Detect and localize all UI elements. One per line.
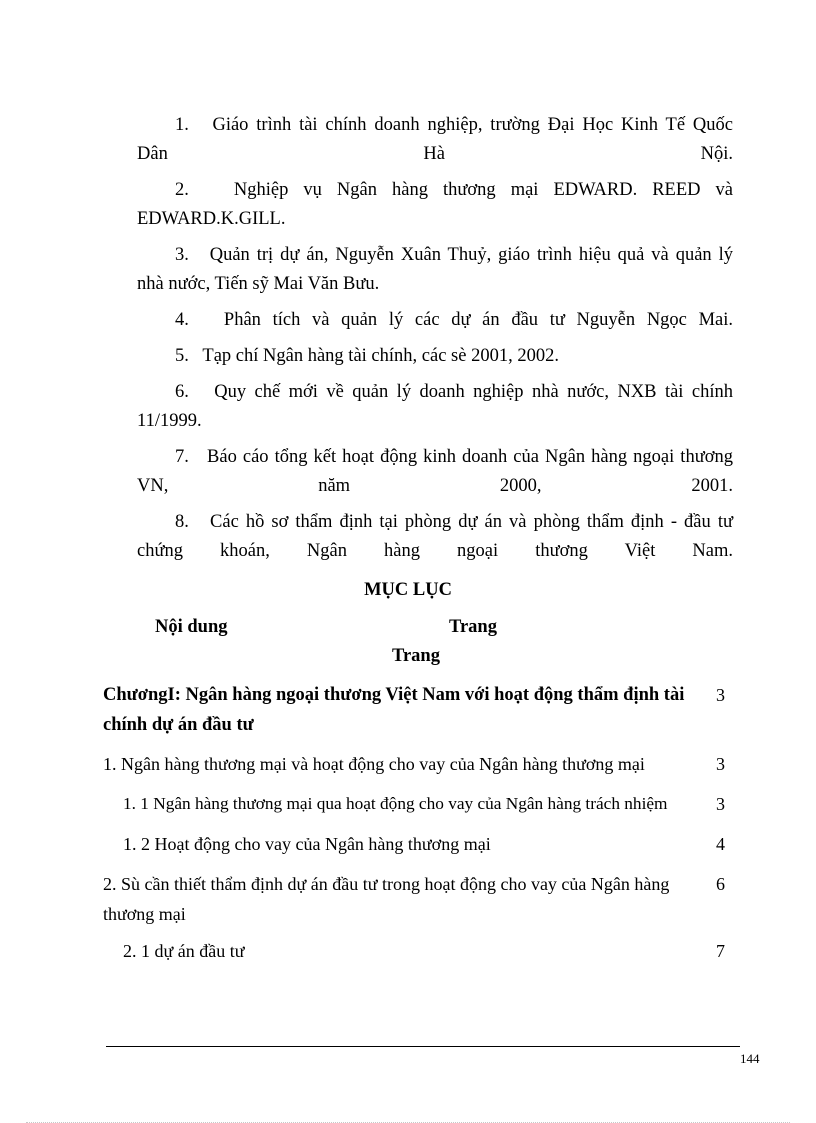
toc-entry-title: 2. Sù cần thiết thẩm định dự án đầu tư trong hoạt động cho vay của Ngân hàng thương mại <box>103 874 670 924</box>
reference-item: 8. Các hồ sơ thẩm định tại phòng dự án và phòng thẩm định - đầu tư <box>175 512 733 532</box>
toc-entry-title: 1. Ngân hàng thương mại và hoạt động cho vay của Ngân hàng thương mại <box>103 754 645 774</box>
toc-entry-page: 3 <box>716 754 725 774</box>
reference-item-cont: 11/1999. <box>137 411 202 431</box>
reference-item: 7. Báo cáo tổng kết hoạt động kinh doanh của Ngân hàng ngoại thương <box>175 447 733 467</box>
reference-item: 2. Nghiệp vụ Ngân hàng thương mại EDWARD. REED và <box>175 180 733 200</box>
toc-title: MỤC LỤC <box>364 580 452 600</box>
toc-entry-page: 3 <box>716 794 725 814</box>
reference-item-cont: nhà nước, Tiến sỹ Mai Văn Bưu. <box>137 274 380 294</box>
toc-column-page: Trang <box>449 617 497 637</box>
reference-item: 6. Quy chế mới về quản lý doanh nghiệp nhà nước, NXB tài chính <box>175 382 733 402</box>
toc-entry-page: 4 <box>716 834 725 854</box>
reference-item: 1. Giáo trình tài chính doanh nghiệp, trường Đại Học Kinh Tế Quốc <box>175 115 733 135</box>
toc-entry-page: 6 <box>716 874 725 894</box>
reference-item-cont: Dân Hà Nội. <box>137 144 733 164</box>
toc-entry-title: 1. 2 Hoạt động cho vay của Ngân hàng thương mại <box>123 834 491 854</box>
reference-item-cont: VN, năm 2000, 2001. <box>137 476 733 496</box>
toc-column-content: Nội dung <box>155 617 228 637</box>
toc-entry-title: 1. 1 Ngân hàng thương mại qua hoạt động cho vay của Ngân hàng trách nhiệm <box>123 794 668 813</box>
reference-item: 5. Tạp chí Ngân hàng tài chính, các sè 2001, 2002. <box>175 346 559 366</box>
toc-entry-page: 7 <box>716 941 725 961</box>
reference-item-cont: EDWARD.K.GILL. <box>137 209 286 229</box>
toc-entry-page: 3 <box>716 685 725 705</box>
reference-item: 3. Quản trị dự án, Nguyễn Xuân Thuỷ, giáo trình hiệu quả và quản lý <box>175 245 733 265</box>
reference-item: 4. Phân tích và quản lý các dự án đầu tư Nguyễn Ngọc Mai. <box>175 310 733 330</box>
reference-item-cont: chứng khoán, Ngân hàng ngoại thương Việt Nam. <box>137 541 733 561</box>
page-number: 144 <box>740 1051 760 1066</box>
reference-list <box>137 111 733 566</box>
toc-entry-title: 2. 1 dự án đầu tư <box>123 941 245 961</box>
footer-divider <box>106 1046 740 1047</box>
toc-column-page-secondary: Trang <box>392 646 440 666</box>
toc-entry-title: ChươngI: Ngân hàng ngoại thương Việt Nam với hoạt động thẩm định tài chính dự án đầu tư <box>103 685 685 735</box>
